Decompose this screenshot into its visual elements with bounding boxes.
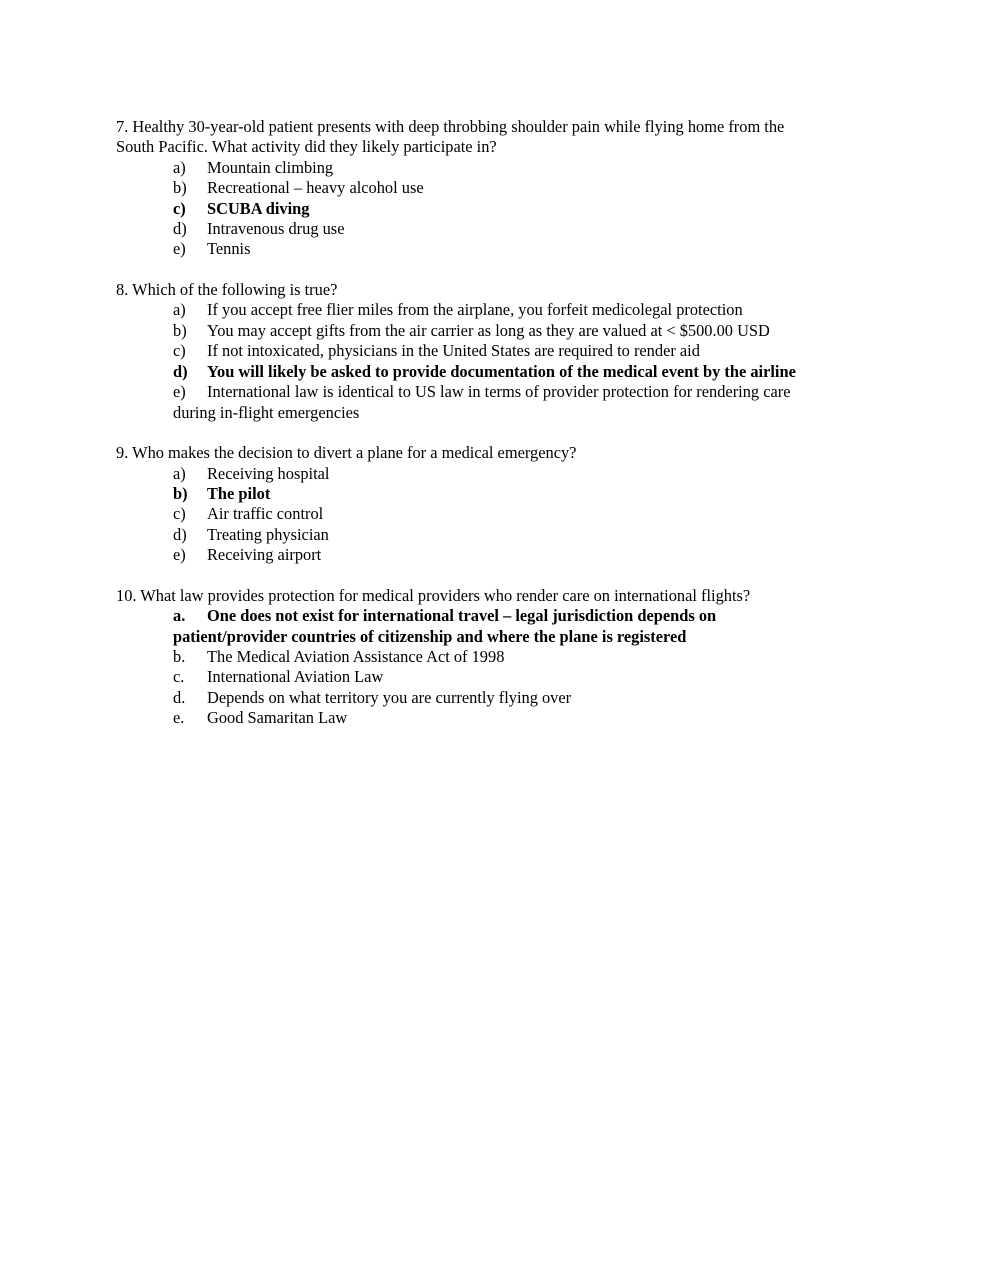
option-label: c) xyxy=(173,199,186,218)
option-label: e) xyxy=(173,239,186,258)
option-c xyxy=(173,341,700,361)
option-label: d) xyxy=(173,525,187,544)
option-text: The Medical Aviation Assistance Act of 1998 xyxy=(207,647,505,666)
option-label: a) xyxy=(173,158,186,177)
option-label: a) xyxy=(173,464,186,483)
option-a-correct xyxy=(173,606,716,626)
option-e-continuation: during in-flight emergencies xyxy=(173,403,360,422)
option-d xyxy=(173,525,329,545)
option-e xyxy=(173,708,347,728)
question-10-stem: 10. What law provides protection for medical providers who render care on international flights? xyxy=(116,586,751,605)
option-c xyxy=(173,667,383,687)
option-label: b) xyxy=(173,484,188,503)
option-label: e) xyxy=(173,545,186,564)
option-text: Good Samaritan Law xyxy=(207,708,348,727)
option-label: e. xyxy=(173,708,185,727)
option-c-correct xyxy=(173,199,309,219)
option-e xyxy=(173,382,791,402)
option-label: d) xyxy=(173,362,188,381)
option-text: The pilot xyxy=(207,484,271,503)
question-7-stem-line-2: South Pacific. What activity did they likely participate in? xyxy=(116,137,497,156)
option-text: Air traffic control xyxy=(207,504,324,523)
option-label: a) xyxy=(173,300,186,319)
option-d xyxy=(173,688,571,708)
option-text: Tennis xyxy=(207,239,251,258)
option-label: b. xyxy=(173,647,186,666)
option-text: Receiving hospital xyxy=(207,464,330,483)
option-text: Recreational – heavy alcohol use xyxy=(207,178,424,197)
option-b xyxy=(173,321,770,341)
option-label: c) xyxy=(173,504,186,523)
option-a xyxy=(173,300,743,320)
option-text: You will likely be asked to provide documentation of the medical event by the airline xyxy=(207,362,796,381)
option-a-continuation: patient/provider countries of citizenship and where the plane is registered xyxy=(173,627,687,646)
option-c xyxy=(173,504,323,524)
option-label: d) xyxy=(173,219,187,238)
option-label: a. xyxy=(173,606,186,625)
question-9-stem: 9. Who makes the decision to divert a plane for a medical emergency? xyxy=(116,443,577,462)
option-d-correct xyxy=(173,362,796,382)
option-text: Intravenous drug use xyxy=(207,219,345,238)
option-label: b) xyxy=(173,178,187,197)
option-e xyxy=(173,545,321,565)
option-text: Receiving airport xyxy=(207,545,322,564)
option-e xyxy=(173,239,250,259)
option-text: International Aviation Law xyxy=(207,667,384,686)
option-text: Treating physician xyxy=(207,525,329,544)
question-8-stem: 8. Which of the following is true? xyxy=(116,280,338,299)
option-label: c) xyxy=(173,341,186,360)
option-text: Depends on what territory you are currently flying over xyxy=(207,688,572,707)
option-b xyxy=(173,647,504,667)
option-b xyxy=(173,178,424,198)
option-text: You may accept gifts from the air carrier as long as they are valued at < $500.00 USD xyxy=(207,321,770,340)
option-a xyxy=(173,158,333,178)
option-label: d. xyxy=(173,688,186,707)
option-text: One does not exist for international travel – legal jurisdiction depends on xyxy=(207,606,717,625)
option-text: If you accept free flier miles from the airplane, you forfeit medicolegal protection xyxy=(207,300,743,319)
option-label: e) xyxy=(173,382,186,401)
option-text: International law is identical to US law in terms of provider protection for rendering care xyxy=(207,382,791,401)
option-d xyxy=(173,219,344,239)
question-7-stem-line-1: 7. Healthy 30-year-old patient presents with deep throbbing shoulder pain while flying home from the xyxy=(116,117,785,136)
option-a xyxy=(173,464,329,484)
option-b-correct xyxy=(173,484,270,504)
option-text: If not intoxicated, physicians in the United States are required to render aid xyxy=(207,341,700,360)
option-text: SCUBA diving xyxy=(207,199,310,218)
option-text: Mountain climbing xyxy=(207,158,334,177)
option-label: c. xyxy=(173,667,185,686)
option-label: b) xyxy=(173,321,187,340)
